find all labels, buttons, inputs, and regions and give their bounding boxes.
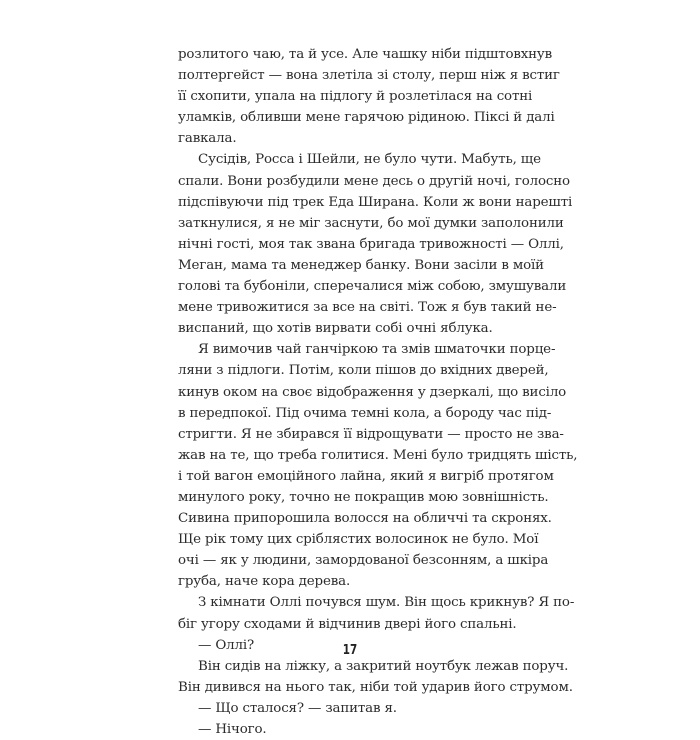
text-line: біг угору сходами й відчинив двері його спальні.	[178, 616, 517, 632]
text-line: Сивина припорошила волосся на обличчі та скронях.	[178, 511, 552, 527]
text-line: нічні гості, моя так звана бригада тривожності — Оллі,	[178, 236, 564, 252]
text-line: голові та бубоніли, сперечалися між собою, змушували	[178, 279, 567, 295]
book-page-text	[178, 44, 578, 740]
text-line: Я вимочив чай ганчіркою та змів шматочки порце-	[198, 342, 556, 358]
text-line: мене тривожитися за все на світі. Тож я був такий не-	[178, 300, 557, 316]
text-line: груба, наче кора дерева.	[178, 574, 351, 590]
text-line: кинув оком на своє відображення у дзеркалі, що висіло	[178, 384, 567, 400]
text-line: — Оллі?	[198, 637, 255, 653]
text-line: Він дивився на нього так, ніби той ударив його струмом.	[178, 679, 573, 695]
text-line: підспівуючи під трек Еда Ширана. Коли ж вони нарешті	[178, 194, 573, 210]
text-line: Ще рік тому цих сріблястих волосинок не було. Мої	[178, 532, 539, 548]
text-line: виспаний, що хотів вирвати собі очні яблука.	[178, 321, 493, 337]
text-line: уламків, обливши мене гарячою рідиною. Піксі й далі	[178, 110, 555, 126]
text-line: жав на те, що треба голитися. Мені було тридцять шість,	[178, 447, 578, 463]
text-line: заткнулися, я не міг заснути, бо мої думки заполонили	[178, 215, 564, 231]
text-line: ляни з підлоги. Потім, коли пішов до вхідних дверей,	[178, 363, 549, 379]
text-line: Сусідів, Росса і Шейли, не було чути. Мабуть, ще	[198, 152, 541, 168]
text-line: спали. Вони розбудили мене десь о другій ночі, голосно	[178, 173, 570, 189]
page-number: 17	[342, 643, 358, 658]
text-line: Меган, мама та менеджер банку. Вони засіли в моїй	[178, 257, 544, 273]
text-line: очі — як у людини, замордованої безсонням, а шкіра	[178, 553, 549, 569]
text-line: і той вагон емоційного лайна, який я вигріб протягом	[178, 468, 554, 484]
text-line: її схопити, упала на підлогу й розлетілася на сотні	[178, 89, 533, 105]
text-line: стригти. Я не збирався її відрощувати — просто не зва-	[178, 426, 564, 442]
text-line: Він сидів на ліжку, а закритий ноутбук лежав поруч.	[198, 658, 569, 674]
text-line: З кімнати Оллі почувся шум. Він щось крикнув? Я по-	[198, 595, 575, 611]
text-line: — Нічого.	[198, 722, 267, 737]
text-line: полтергейст — вона злетіла зі столу, перш ніж я встиг	[178, 68, 560, 84]
text-line: гавкала.	[178, 131, 237, 147]
text-line: розлитого чаю, та й усе. Але чашку ніби підштовхнув	[178, 47, 553, 62]
text-line: минулого року, точно не покращив мою зовнішність.	[178, 489, 549, 505]
text-line: в передпокої. Під очима темні кола, а бороду час під-	[178, 405, 552, 421]
text-line: — Що сталося? — запитав я.	[198, 700, 397, 716]
